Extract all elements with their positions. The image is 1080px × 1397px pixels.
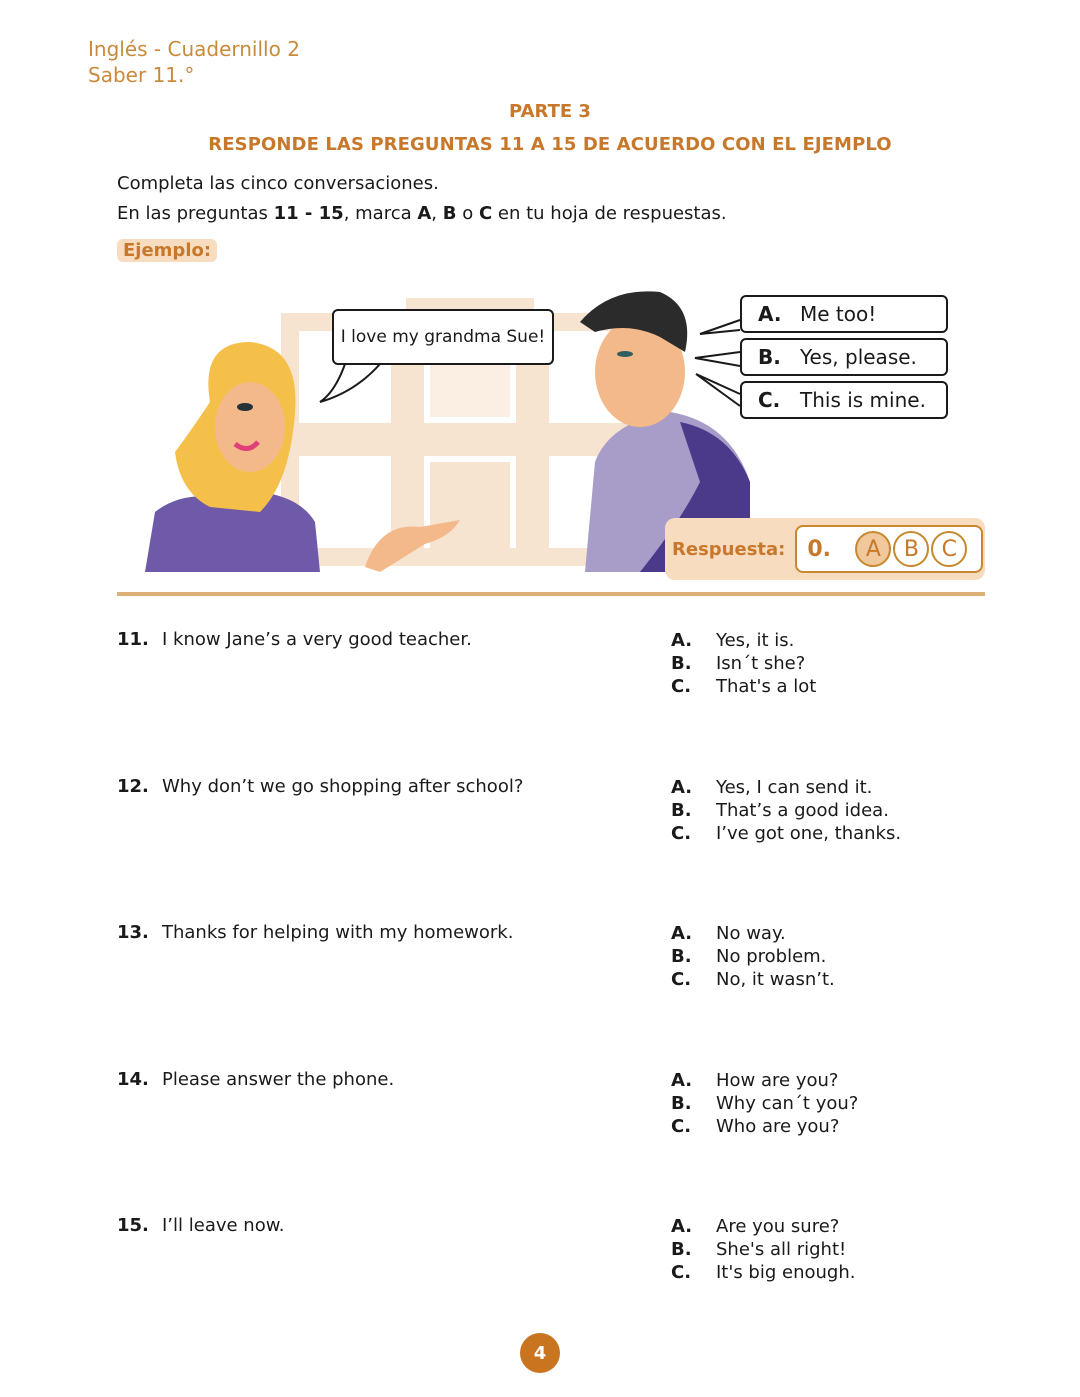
document-header (88, 36, 300, 88)
option-b[interactable]: B. That’s a good idea. (671, 800, 889, 821)
question-13: 13. Thanks for helping with my homework. (117, 922, 514, 943)
example-option-a: A. Me too! (740, 295, 948, 333)
section-part: PARTE 3 (509, 101, 591, 122)
answer-label: Respuesta: (672, 538, 786, 560)
answer-choice-c: C (931, 531, 967, 567)
option-c[interactable]: C. That's a lot (671, 676, 817, 697)
instruction-line-2: En las preguntas 11 - 15, marca A, B o C en tu hoja de respuestas. (117, 203, 727, 224)
example-label: Ejemplo: (117, 239, 217, 262)
option-b[interactable]: B. Isn´t she? (671, 653, 806, 674)
speech-bubble (332, 309, 554, 365)
page-number-badge: 4 (520, 1333, 560, 1373)
option-a[interactable]: A. Yes, I can send it. (671, 777, 873, 798)
option-b[interactable]: B. Why can´t you? (671, 1093, 859, 1114)
question-12-options (671, 776, 901, 845)
section-title: RESPONDE LAS PREGUNTAS 11 A 15 DE ACUERDO CON EL EJEMPLO (208, 134, 892, 155)
header-title: Inglés - Cuadernillo 2 (88, 37, 300, 61)
option-c[interactable]: C. It's big enough. (671, 1262, 856, 1283)
header-subtitle: Saber 11.° (88, 63, 195, 87)
question-14-options (671, 1069, 858, 1138)
option-a[interactable]: A. How are you? (671, 1070, 839, 1091)
question-14: 14. Please answer the phone. (117, 1069, 395, 1090)
example-illustration (140, 282, 990, 574)
question-12: 12. Why don’t we go shopping after school? (117, 776, 524, 797)
section-divider (117, 592, 985, 596)
question-15: 15. I’ll leave now. (117, 1215, 285, 1236)
option-a[interactable]: A. Are you sure? (671, 1216, 840, 1237)
option-b[interactable]: B. She's all right! (671, 1239, 847, 1260)
question-11-options (671, 629, 816, 698)
speech-text: I love my grandma Sue! (340, 327, 546, 347)
question-15-options (671, 1215, 855, 1284)
answer-choice-b: B (893, 531, 929, 567)
option-c[interactable]: C. I’ve got one, thanks. (671, 823, 902, 844)
answer-bubbles (795, 525, 983, 573)
answer-choice-a: A (855, 531, 891, 567)
example-option-c: C. This is mine. (740, 381, 948, 419)
example-answer-box (665, 518, 985, 580)
option-c[interactable]: C. Who are you? (671, 1116, 840, 1137)
option-a[interactable]: A. No way. (671, 923, 786, 944)
option-a[interactable]: A. Yes, it is. (671, 630, 795, 651)
option-c[interactable]: C. No, it wasn’t. (671, 969, 835, 990)
instruction-line-1: Completa las cinco conversaciones. (117, 173, 439, 194)
question-11: 11. I know Jane’s a very good teacher. (117, 629, 472, 650)
option-b[interactable]: B. No problem. (671, 946, 827, 967)
question-13-options (671, 922, 835, 991)
answer-number: 0. (807, 536, 832, 562)
example-option-b: B. Yes, please. (740, 338, 948, 376)
